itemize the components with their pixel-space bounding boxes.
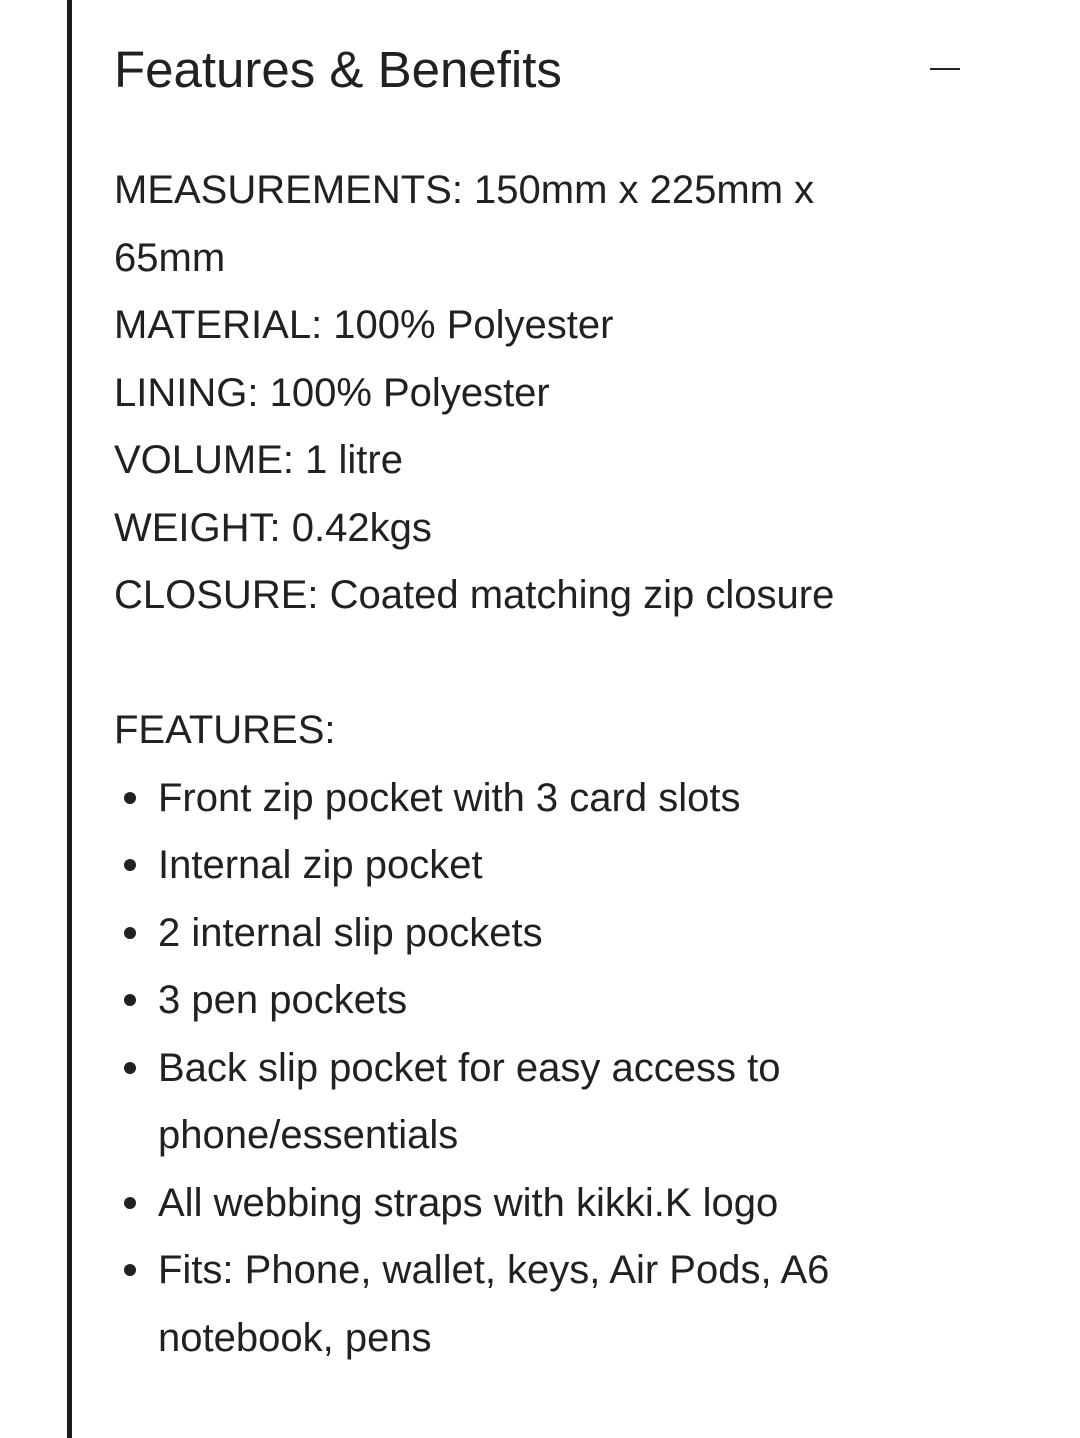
bullet-icon — [124, 1197, 136, 1209]
minus-icon[interactable] — [930, 54, 960, 84]
left-border-rule — [67, 0, 72, 1438]
bullet-icon — [124, 1264, 136, 1276]
features-heading: FEATURES: — [114, 708, 336, 752]
feature-text: Fits: Phone, wallet, keys, Air Pods, A6 notebook, pens — [158, 1248, 830, 1360]
bullet-icon — [124, 792, 136, 804]
bullet-icon — [124, 1062, 136, 1074]
feature-text: Front zip pocket with 3 card slots — [158, 775, 741, 820]
bullet-icon — [124, 927, 136, 939]
feature-text: Back slip pocket for easy access to phone/essentials — [158, 1045, 781, 1157]
list-item — [114, 1237, 914, 1372]
features-benefits-accordion — [114, 0, 994, 1360]
spec-closure: CLOSURE: Coated matching zip closure — [114, 573, 835, 617]
feature-list — [114, 765, 914, 1373]
accordion-body — [114, 157, 914, 1372]
list-item — [114, 1035, 914, 1170]
feature-text: 2 internal slip pockets — [158, 910, 543, 955]
spec-lining: LINING: 100% Polyester — [114, 370, 550, 415]
list-item — [114, 1170, 914, 1238]
feature-text: 3 pen pockets — [158, 978, 408, 1022]
section-spacer — [114, 630, 914, 698]
accordion-title: Features & Benefits — [114, 41, 562, 98]
list-item — [114, 900, 914, 968]
spec-volume: VOLUME: 1 litre — [114, 438, 403, 482]
list-item — [114, 967, 914, 1035]
feature-text: Internal zip pocket — [158, 843, 483, 887]
spec-material: MATERIAL: 100% Polyester — [114, 303, 614, 347]
spec-weight: WEIGHT: 0.42kgs — [114, 505, 432, 550]
list-item — [114, 832, 914, 900]
bullet-icon — [124, 859, 136, 871]
accordion-header[interactable] — [114, 0, 994, 140]
list-item — [114, 765, 914, 833]
spec-measurements: MEASUREMENTS: 150mm x 225mm x 65mm — [114, 168, 815, 280]
feature-text: All webbing straps with kikki.K logo — [158, 1180, 779, 1225]
bullet-icon — [124, 994, 136, 1006]
